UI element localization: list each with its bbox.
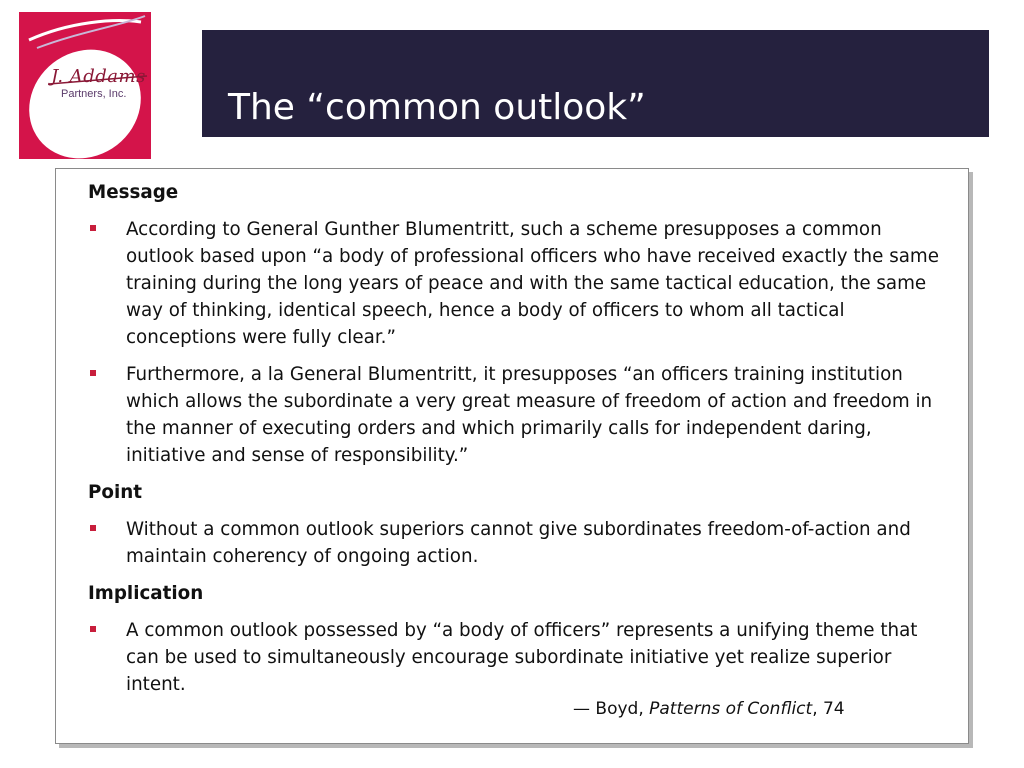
bullet-text: According to General Gunther Blumentritt, such a scheme presupposes a common outlook based upon “a body of professional officers who have received exactly the same training during the long years of peace and with the same tactical education, the same way of thinking, identical speech, hence a body of officers to whom all tactical conceptions were fully clear.” bbox=[126, 219, 939, 348]
citation-work-title: Patterns of Conflict bbox=[649, 699, 813, 719]
company-logo bbox=[19, 12, 151, 159]
bullet-item bbox=[88, 216, 948, 351]
bullet-item bbox=[88, 361, 948, 469]
content-body bbox=[88, 179, 948, 708]
title-bar bbox=[202, 30, 989, 137]
bullet-text: Without a common outlook superiors cannot give subordinates freedom-of-action and maintain coherency of ongoing action. bbox=[126, 519, 911, 567]
bullet-marker bbox=[90, 225, 96, 231]
bullet-item bbox=[88, 516, 948, 570]
citation bbox=[573, 699, 845, 719]
citation-prefix: — Boyd, bbox=[573, 699, 650, 719]
bullet-marker bbox=[90, 370, 96, 376]
citation-page: , 74 bbox=[812, 699, 845, 719]
bullet-text: Furthermore, a la General Blumentritt, it presupposes “an officers training institution which allows the subordinate a very great measure of freedom of action and freedom in the manner of executing orders and which primarily calls for independent daring, initiative and sense of responsibility.” bbox=[126, 364, 933, 466]
section-heading-message: Message bbox=[88, 182, 179, 203]
bullet-marker bbox=[90, 525, 96, 531]
bullet-item bbox=[88, 617, 948, 698]
content-panel bbox=[55, 168, 969, 744]
section-heading-point: Point bbox=[88, 482, 142, 503]
logo-line-2: Partners, Inc. bbox=[61, 88, 127, 100]
section-heading-implication: Implication bbox=[88, 583, 204, 604]
bullet-marker bbox=[90, 626, 96, 632]
logo-line-1: J. Addams bbox=[51, 66, 146, 87]
bullet-text: A common outlook possessed by “a body of officers” represents a unifying theme that can be used to simultaneously encourage subordinate initiative yet realize superior intent. bbox=[126, 620, 918, 695]
slide-title: The “common outlook” bbox=[228, 87, 646, 128]
